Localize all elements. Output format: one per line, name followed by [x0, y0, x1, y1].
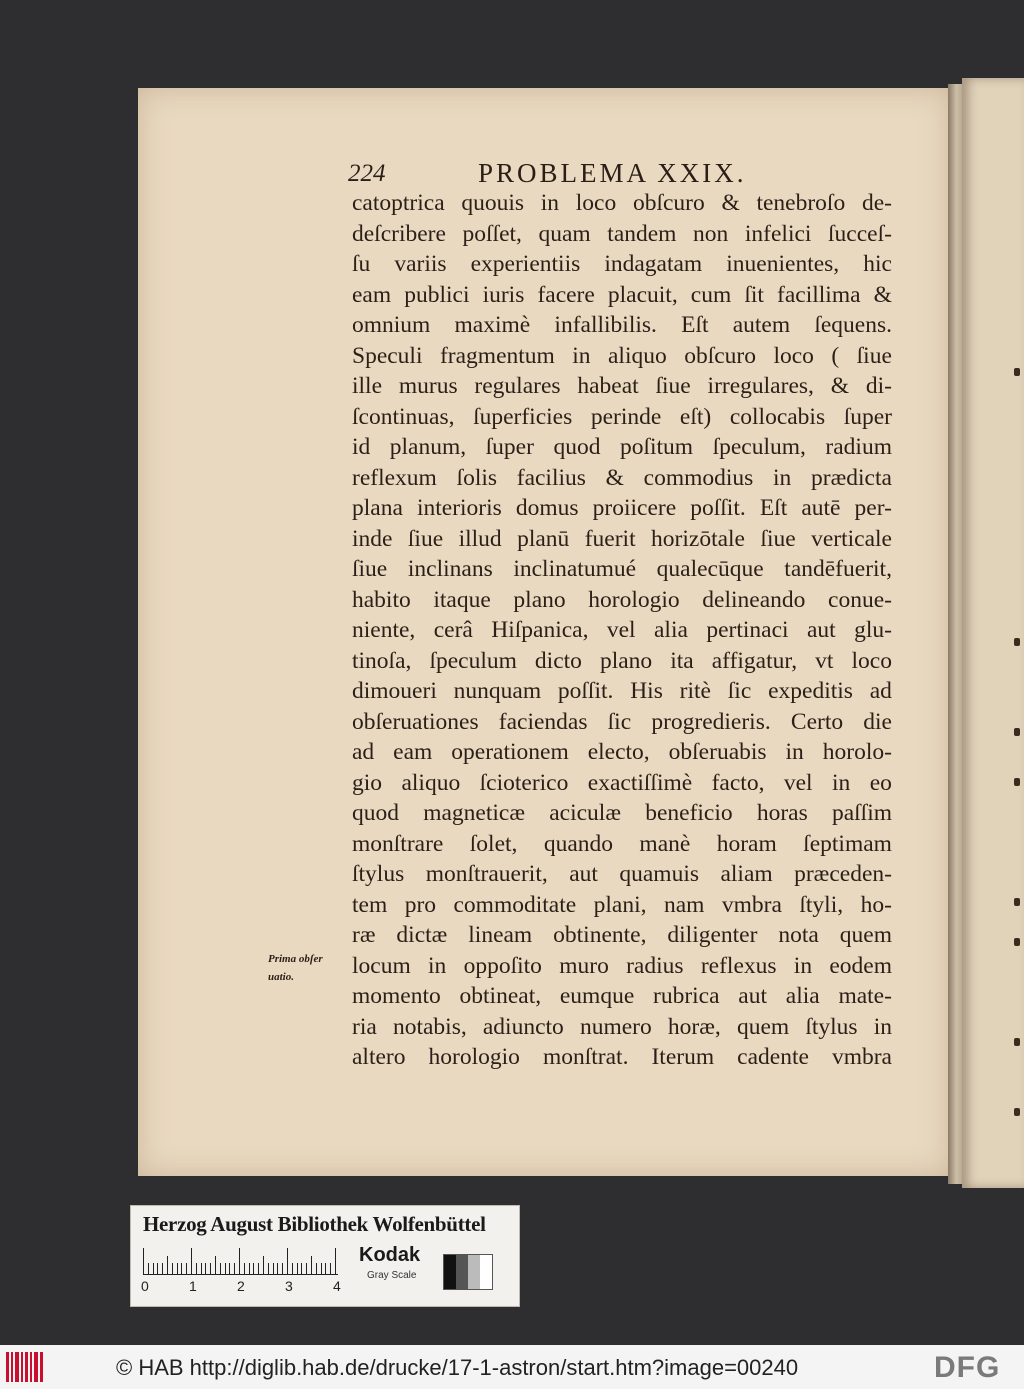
ruler-tick — [225, 1263, 226, 1274]
kodak-logo: Kodak — [359, 1244, 421, 1266]
footer-bar — [0, 1345, 1024, 1389]
gray-chip — [468, 1255, 480, 1289]
text-line: deſcribere poſſet, quam tandem non infelici ſucceſ- — [352, 220, 892, 247]
ruler-tick — [306, 1263, 307, 1274]
ruler-tick — [234, 1263, 235, 1274]
ruler-tick — [301, 1263, 302, 1274]
text-line: dimoueri nunquam poſſit. His ritè ſic expeditis ad — [352, 678, 892, 704]
ruler-tick — [330, 1263, 331, 1274]
ruler-tick — [297, 1263, 298, 1274]
barcode-bar — [25, 1352, 28, 1382]
text-line: Speculi fragmentum in aliquo obſcuro loco ( ſiue — [352, 342, 892, 369]
ruler-tick — [201, 1263, 202, 1274]
text-line: plana interioris domus proiicere poſſit. Eſt autē per- — [352, 495, 892, 521]
ruler-tick — [239, 1248, 240, 1274]
facing-page-mark — [1014, 368, 1020, 376]
gray-chip — [444, 1255, 456, 1289]
text-line: quod magneticæ aciculæ beneficio horas paſſim — [352, 800, 892, 826]
gray-chip — [456, 1255, 468, 1289]
text-line: eam publici iuris facere placuit, cum ſit facillima & — [352, 281, 892, 308]
text-line: ſtylus monſtrauerit, aut quamuis aliam præceden- — [352, 861, 892, 887]
ruler-tick — [316, 1263, 317, 1274]
text-line: monſtrare ſolet, quando manè horam ſeptimam — [352, 830, 892, 857]
text-line: ſcontinuas, ſuperficies perinde eſt) collocabis ſuper — [352, 403, 892, 430]
ruler-tick — [325, 1263, 326, 1274]
ruler-tick — [287, 1248, 288, 1274]
ruler-tick — [181, 1263, 182, 1274]
copyright-link[interactable]: © HAB http://diglib.hab.de/drucke/17-1-astron/start.htm?image=00240 — [116, 1355, 799, 1380]
text-line: tinoſa, ſpeculum dicto plano ita affigatur, vt loco — [352, 647, 892, 674]
barcode-bar — [15, 1352, 19, 1382]
text-line: id planum, ſuper quod poſitum ſpeculum, radium — [352, 434, 892, 460]
facing-page-mark — [1014, 1038, 1020, 1046]
barcode-bar — [40, 1352, 43, 1382]
margin-note-line: Prima obſer — [268, 953, 323, 965]
barcode-bar — [30, 1352, 32, 1382]
facing-page-mark — [1014, 1108, 1020, 1116]
ruler-tick — [167, 1256, 168, 1274]
library-name: Herzog August Bibliothek Wolfenbüttel — [143, 1212, 486, 1236]
text-line: ræ dictæ lineam obtinente, diligenter nota quem — [352, 922, 892, 948]
ruler-tick — [210, 1263, 211, 1274]
text-line: gio aliquo ſcioterico exactiſſimè facto, vel in eo — [352, 769, 892, 796]
text-line: locum in oppoſito muro radius reflexus in eodem — [352, 952, 892, 979]
ruler-tick — [157, 1263, 158, 1274]
barcode-bar — [6, 1352, 9, 1382]
running-title: PROBLEMA XXIX. — [478, 158, 747, 188]
ruler-tick — [321, 1263, 322, 1274]
text-line: niente, cerâ Hiſpanica, vel alia pertinaci aut glu- — [352, 617, 892, 643]
text-line: ad eam operationem electo, obſeruabis in horolo- — [352, 739, 892, 765]
text-line: ſiue inclinans inclinatumué qualecūque tandēfuerit, — [352, 556, 892, 582]
ruler-tick — [244, 1263, 245, 1274]
text-line: ria notabis, adiuncto numero horæ, quem ſtylus in — [352, 1013, 892, 1040]
ruler-tick — [335, 1248, 336, 1274]
text-line: ſu variis experientiis indagatam inuenientes, hic — [352, 251, 892, 277]
gray-scale-chips — [443, 1254, 493, 1290]
ruler-tick — [177, 1263, 178, 1274]
text-line: inde ſiue illud planū fuerit horizōtale ſiue verticale — [352, 525, 892, 552]
facing-page-mark — [1014, 778, 1020, 786]
ruler-tick — [148, 1263, 149, 1274]
ruler-tick — [215, 1256, 216, 1274]
text-line: catoptrica quouis in loco obſcuro & tenebroſo de- — [352, 190, 892, 216]
ruler-tick — [282, 1263, 283, 1274]
ruler-tick — [277, 1263, 278, 1274]
ruler-tick — [143, 1248, 144, 1274]
book-page — [138, 88, 950, 1176]
text-line: ille murus regulares habeat ſiue irregulares, & di- — [352, 373, 892, 399]
ruler-tick — [220, 1263, 221, 1274]
barcode-bar — [21, 1352, 23, 1382]
ruler-tick — [273, 1263, 274, 1274]
text-line: momento obtineat, eumque rubrica aut alia mate- — [352, 983, 892, 1009]
ruler-tick — [205, 1263, 206, 1274]
ruler-tick — [292, 1263, 293, 1274]
ruler-number: 1 — [189, 1278, 197, 1294]
barcode-bar — [11, 1352, 13, 1382]
facing-page-mark — [1014, 728, 1020, 736]
ruler-tick — [162, 1263, 163, 1274]
page-number: 224 — [348, 160, 386, 187]
text-line: omnium maximè infallibilis. Eſt autem ſequens. — [352, 312, 892, 338]
facing-page-mark — [1014, 898, 1020, 906]
color-calibration-bar — [130, 1205, 520, 1307]
facing-page-edge — [962, 78, 1024, 1188]
gray-chip — [480, 1255, 492, 1289]
barcode-bar — [34, 1352, 38, 1382]
ruler-tick — [249, 1263, 250, 1274]
ruler-tick — [258, 1263, 259, 1274]
text-line: tem pro commoditate plani, nam vmbra ſtyli, ho- — [352, 891, 892, 918]
book-gutter — [948, 84, 962, 1184]
dfg-logo: DFG — [934, 1351, 1001, 1384]
ruler-tick — [263, 1256, 264, 1274]
ruler-number: 0 — [141, 1278, 149, 1294]
ruler-tick — [268, 1263, 269, 1274]
ruler-number: 2 — [237, 1278, 245, 1294]
text-line: altero horologio monſtrat. Iterum cadente vmbra — [352, 1044, 892, 1070]
ruler-number: 4 — [333, 1278, 341, 1294]
facing-page-mark — [1014, 938, 1020, 946]
text-line: obſeruationes faciendas ſic progredieris. Certo die — [352, 708, 892, 735]
ruler — [143, 1246, 338, 1275]
ruler-number: 3 — [285, 1278, 293, 1294]
ruler-tick — [153, 1263, 154, 1274]
ruler-tick — [191, 1248, 192, 1274]
facing-page-mark — [1014, 638, 1020, 646]
text-line: habito itaque plano horologio delineando conue- — [352, 586, 892, 613]
ruler-tick — [186, 1263, 187, 1274]
ruler-tick — [311, 1256, 312, 1274]
barcode-icon — [6, 1352, 48, 1382]
margin-note-line: uatio. — [268, 971, 294, 983]
ruler-tick — [196, 1263, 197, 1274]
body-text — [352, 188, 892, 1073]
text-line: reflexum ſolis facilius & commodius in prædicta — [352, 464, 892, 491]
ruler-tick — [172, 1263, 173, 1274]
margin-note — [268, 950, 348, 986]
ruler-tick — [229, 1263, 230, 1274]
ruler-tick — [253, 1263, 254, 1274]
gray-scale-label: Gray Scale — [367, 1270, 417, 1281]
